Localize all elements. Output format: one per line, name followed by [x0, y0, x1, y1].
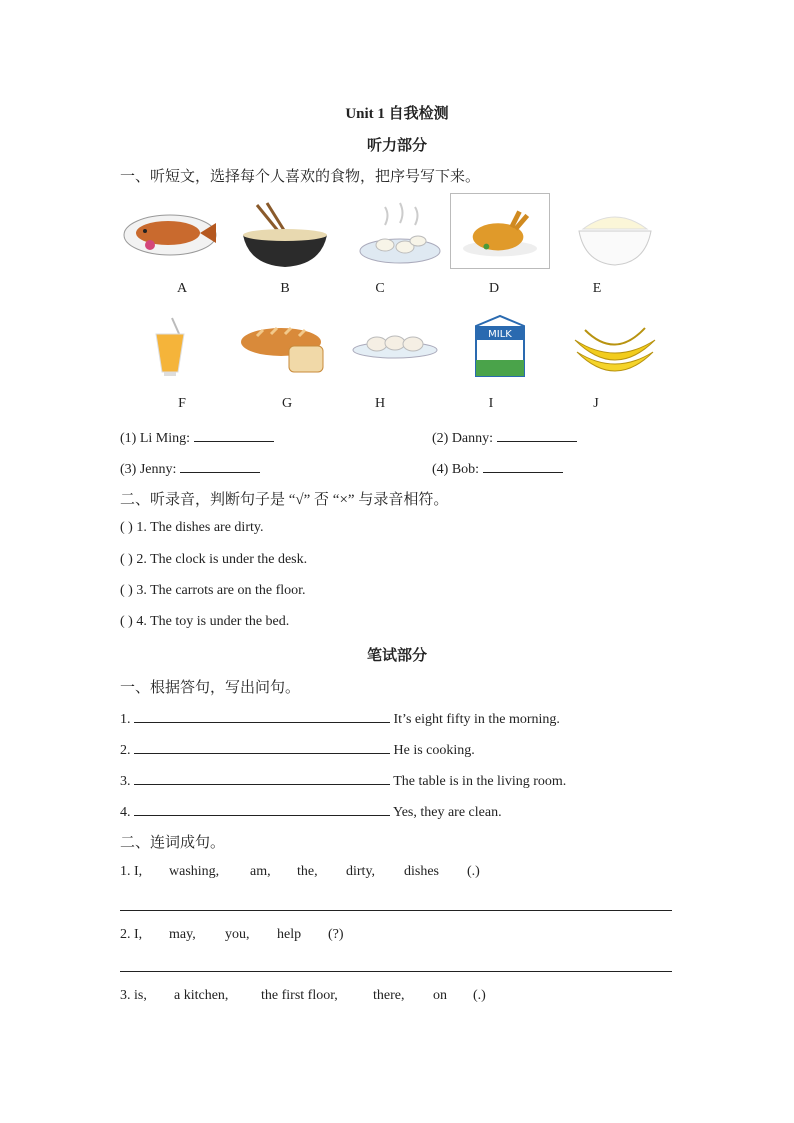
answer-blank-bob[interactable] — [483, 458, 563, 473]
milk-carton-icon — [450, 310, 550, 386]
name-row-1 — [120, 427, 274, 447]
name-danny: (2) Danny: — [432, 431, 494, 446]
answer-line-2[interactable] — [120, 971, 672, 972]
name-row-3 — [120, 458, 260, 478]
scramble-3-word: 3. is, — [120, 988, 147, 1003]
scramble-1-word: the, — [297, 864, 318, 879]
scramble-3-word: on — [433, 988, 447, 1003]
writing-heading: 笔试部分 — [366, 648, 427, 664]
scramble-3-word: the first floor, — [261, 988, 338, 1003]
label-d: D — [488, 281, 500, 296]
question-row-1 — [120, 708, 560, 728]
label-b: B — [280, 281, 290, 296]
listening-part2-instruction: 二、听录音，判断句子是 “√” 否 “×” 与录音相符。 — [120, 492, 449, 508]
scramble-1-word: am, — [250, 864, 271, 879]
bread-icon — [235, 310, 335, 386]
eggs-plate-icon — [345, 310, 445, 386]
question-number-4: 4. — [120, 805, 131, 820]
scramble-3-word: a kitchen, — [174, 988, 229, 1003]
scramble-2-word: 2. I, — [120, 927, 143, 942]
scramble-1-word: dirty, — [346, 864, 376, 879]
name-row-2 — [432, 427, 577, 447]
bananas-icon — [565, 310, 665, 386]
answer-text-2: He is cooking. — [393, 743, 475, 758]
label-f: F — [178, 396, 186, 411]
scramble-2-word: you, — [225, 927, 250, 942]
listening-part1-instruction: 一、听短文，选择每个人喜欢的食物，把序号写下来。 — [120, 169, 481, 185]
question-blank-4[interactable] — [134, 801, 390, 816]
label-e: E — [592, 281, 602, 296]
noodle-bowl-icon — [235, 195, 335, 271]
label-a: A — [176, 281, 188, 296]
roast-chicken-icon — [450, 193, 550, 269]
label-g: G — [281, 396, 293, 411]
dumplings-icon — [350, 195, 450, 271]
label-j: J — [593, 396, 599, 411]
question-blank-2[interactable] — [134, 739, 390, 754]
scramble-3-word: there, — [373, 988, 405, 1003]
scramble-1-word: (.) — [467, 864, 480, 879]
answer-blank-li-ming[interactable] — [194, 427, 274, 442]
scramble-2-word: help — [277, 927, 302, 942]
label-h: H — [374, 396, 386, 411]
writing-part1-instruction: 一、根据答句，写出问句。 — [120, 680, 301, 696]
question-number-2: 2. — [120, 743, 131, 758]
scramble-1-word: washing, — [169, 864, 220, 879]
judge-item-2: ( ) 2. The clock is under the desk. — [120, 552, 308, 567]
answer-text-3: The table is in the living room. — [393, 774, 567, 789]
juice-glass-icon — [120, 310, 220, 386]
name-li-ming: (1) Li Ming: — [120, 431, 190, 446]
label-c: C — [375, 281, 385, 296]
judge-item-3: ( ) 3. The carrots are on the floor. — [120, 583, 306, 598]
rice-bowl-icon — [565, 195, 665, 271]
question-row-3 — [120, 770, 566, 790]
answer-line-1[interactable] — [120, 910, 672, 911]
question-row-4 — [120, 801, 502, 821]
answer-blank-danny[interactable] — [497, 427, 577, 442]
question-number-1: 1. — [120, 712, 131, 727]
fish-dish-icon — [120, 195, 220, 271]
listening-heading: 听力部分 — [366, 138, 427, 154]
question-number-3: 3. — [120, 774, 131, 789]
question-blank-1[interactable] — [134, 708, 390, 723]
writing-part2-instruction: 二、连词成句。 — [120, 835, 226, 851]
answer-text-1: It’s eight fifty in the morning. — [393, 712, 560, 727]
scramble-2-word: may, — [169, 927, 196, 942]
answer-text-4: Yes, they are clean. — [392, 805, 502, 820]
scramble-1-word: 1. I, — [120, 864, 143, 879]
label-i: I — [488, 396, 494, 411]
scramble-3-word: (.) — [473, 988, 486, 1003]
name-bob: (4) Bob: — [432, 462, 480, 477]
scramble-1-word: dishes — [404, 864, 439, 879]
name-row-4 — [432, 458, 563, 478]
question-row-2 — [120, 739, 475, 759]
answer-blank-jenny[interactable] — [180, 458, 260, 473]
question-blank-3[interactable] — [134, 770, 390, 785]
judge-item-4: ( ) 4. The toy is under the bed. — [120, 614, 290, 629]
scramble-2-word: (?) — [328, 927, 344, 942]
judge-item-1: ( ) 1. The dishes are dirty. — [120, 520, 264, 535]
page-title: Unit 1 自我检测 — [345, 106, 449, 122]
name-jenny: (3) Jenny: — [120, 462, 177, 477]
milk-label-text: MILK — [488, 329, 512, 340]
